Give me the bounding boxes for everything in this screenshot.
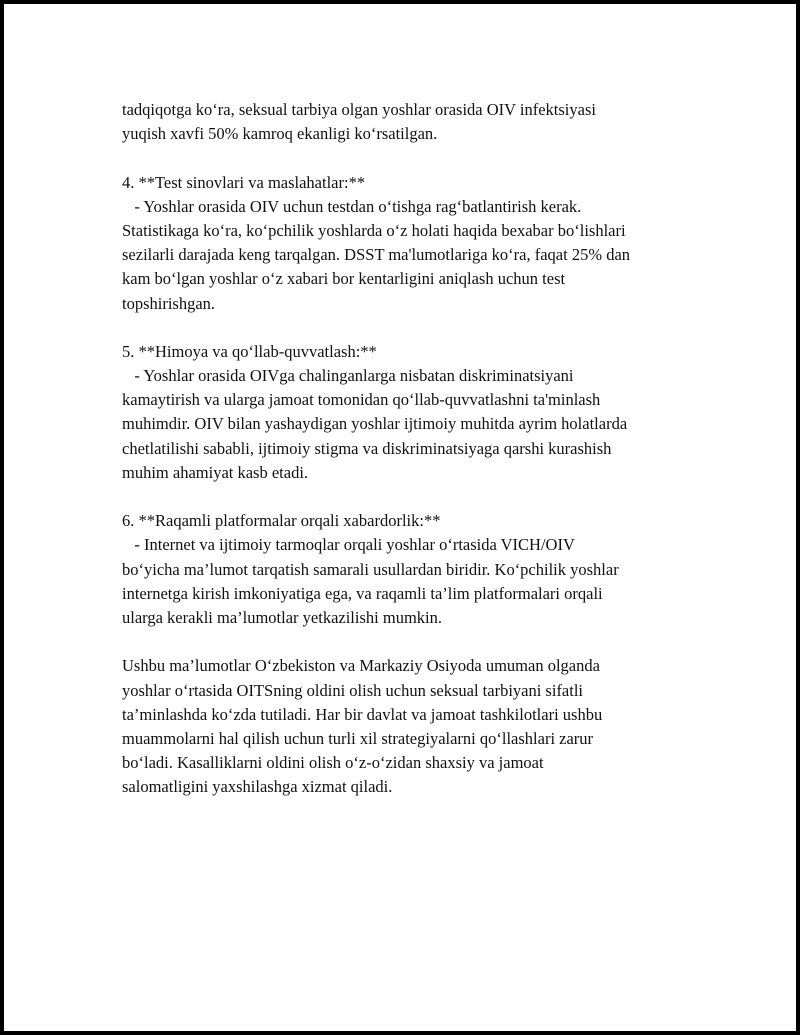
document-body — [122, 98, 702, 799]
text-line: muhimdir. OIV bilan yashaydigan yoshlar ijtimoiy muhitda ayrim holatlarda — [122, 414, 628, 434]
section-heading: 4. **Test sinovlari va maslahatlar:** — [122, 172, 366, 192]
text-line: Statistikaga ko‘ra, ko‘pchilik yoshlarda o‘z holati haqida bexabar bo‘lishlari — [122, 220, 626, 240]
text-line: - Internet va ijtimoiy tarmoqlar orqali yoshlar o‘rtasida VICH/OIV — [122, 535, 575, 555]
text-line: sezilarli darajada keng tarqalgan. DSST ma'lumotlariga ko‘ra, faqat 25% dan — [122, 245, 631, 265]
text-line: kam bo‘lgan yoshlar o‘z xabari bor kentarligini aniqlash uchun test — [122, 269, 566, 289]
section-6 — [122, 509, 702, 630]
text-line: Ushbu ma’lumotlar O‘zbekiston va Markaziy Osiyoda umuman olganda — [122, 656, 600, 676]
text-line: - Yoshlar orasida OIV uchun testdan o‘tishga rag‘batlantirish kerak. — [122, 196, 582, 216]
section-5 — [122, 340, 702, 485]
conclusion-paragraph — [122, 654, 702, 799]
text-line: bo‘yicha ma’lumot tarqatish samarali usullardan biridir. Ko‘pchilik yoshlar — [122, 559, 619, 579]
text-line: muammolarni hal qilish uchun turli xil strategiyalarni qo‘llashlari zarur — [122, 728, 594, 748]
text-line: ta’minlashda ko‘zda tutiladi. Har bir davlat va jamoat tashkilotlari ushbu — [122, 704, 603, 724]
section-heading: 6. **Raqamli platformalar orqali xabardorlik:** — [122, 511, 441, 531]
intro-paragraph — [122, 98, 702, 146]
text-line: - Yoshlar orasida OIVga chalinganlarga nisbatan diskriminatsiyani — [122, 366, 574, 386]
text-line: kamaytirish va ularga jamoat tomonidan qo‘llab-quvvatlashni ta'minlash — [122, 390, 601, 410]
text-line: topshirishgan. — [122, 293, 216, 313]
text-line: yoshlar o‘rtasida OITSning oldini olish uchun seksual tarbiyani sifatli — [122, 680, 584, 700]
text-line: bo‘ladi. Kasalliklarni oldini olish o‘z-o‘zidan shaxsiy va jamoat — [122, 753, 544, 773]
text-line: ularga kerakli ma’lumotlar yetkazilishi mumkin. — [122, 607, 442, 627]
text-line: chetlatilishi sababli, ijtimoiy stigma va diskriminatsiyaga qarshi kurashish — [122, 438, 612, 458]
text-line: muhim ahamiyat kasb etadi. — [122, 462, 309, 482]
section-heading: 5. **Himoya va qo‘llab-quvvatlash:** — [122, 341, 377, 361]
text-line: internetga kirish imkoniyatiga ega, va raqamli ta’lim platformalari orqali — [122, 583, 603, 603]
text-line: tadqiqotga ko‘ra, seksual tarbiya olgan yoshlar orasida OIV infektsiyasi — [122, 100, 596, 119]
text-line: yuqish xavfi 50% kamroq ekanligi ko‘rsatilgan. — [122, 124, 438, 144]
section-4 — [122, 171, 702, 316]
text-line: salomatligini yaxshilashga xizmat qiladi. — [122, 777, 393, 797]
